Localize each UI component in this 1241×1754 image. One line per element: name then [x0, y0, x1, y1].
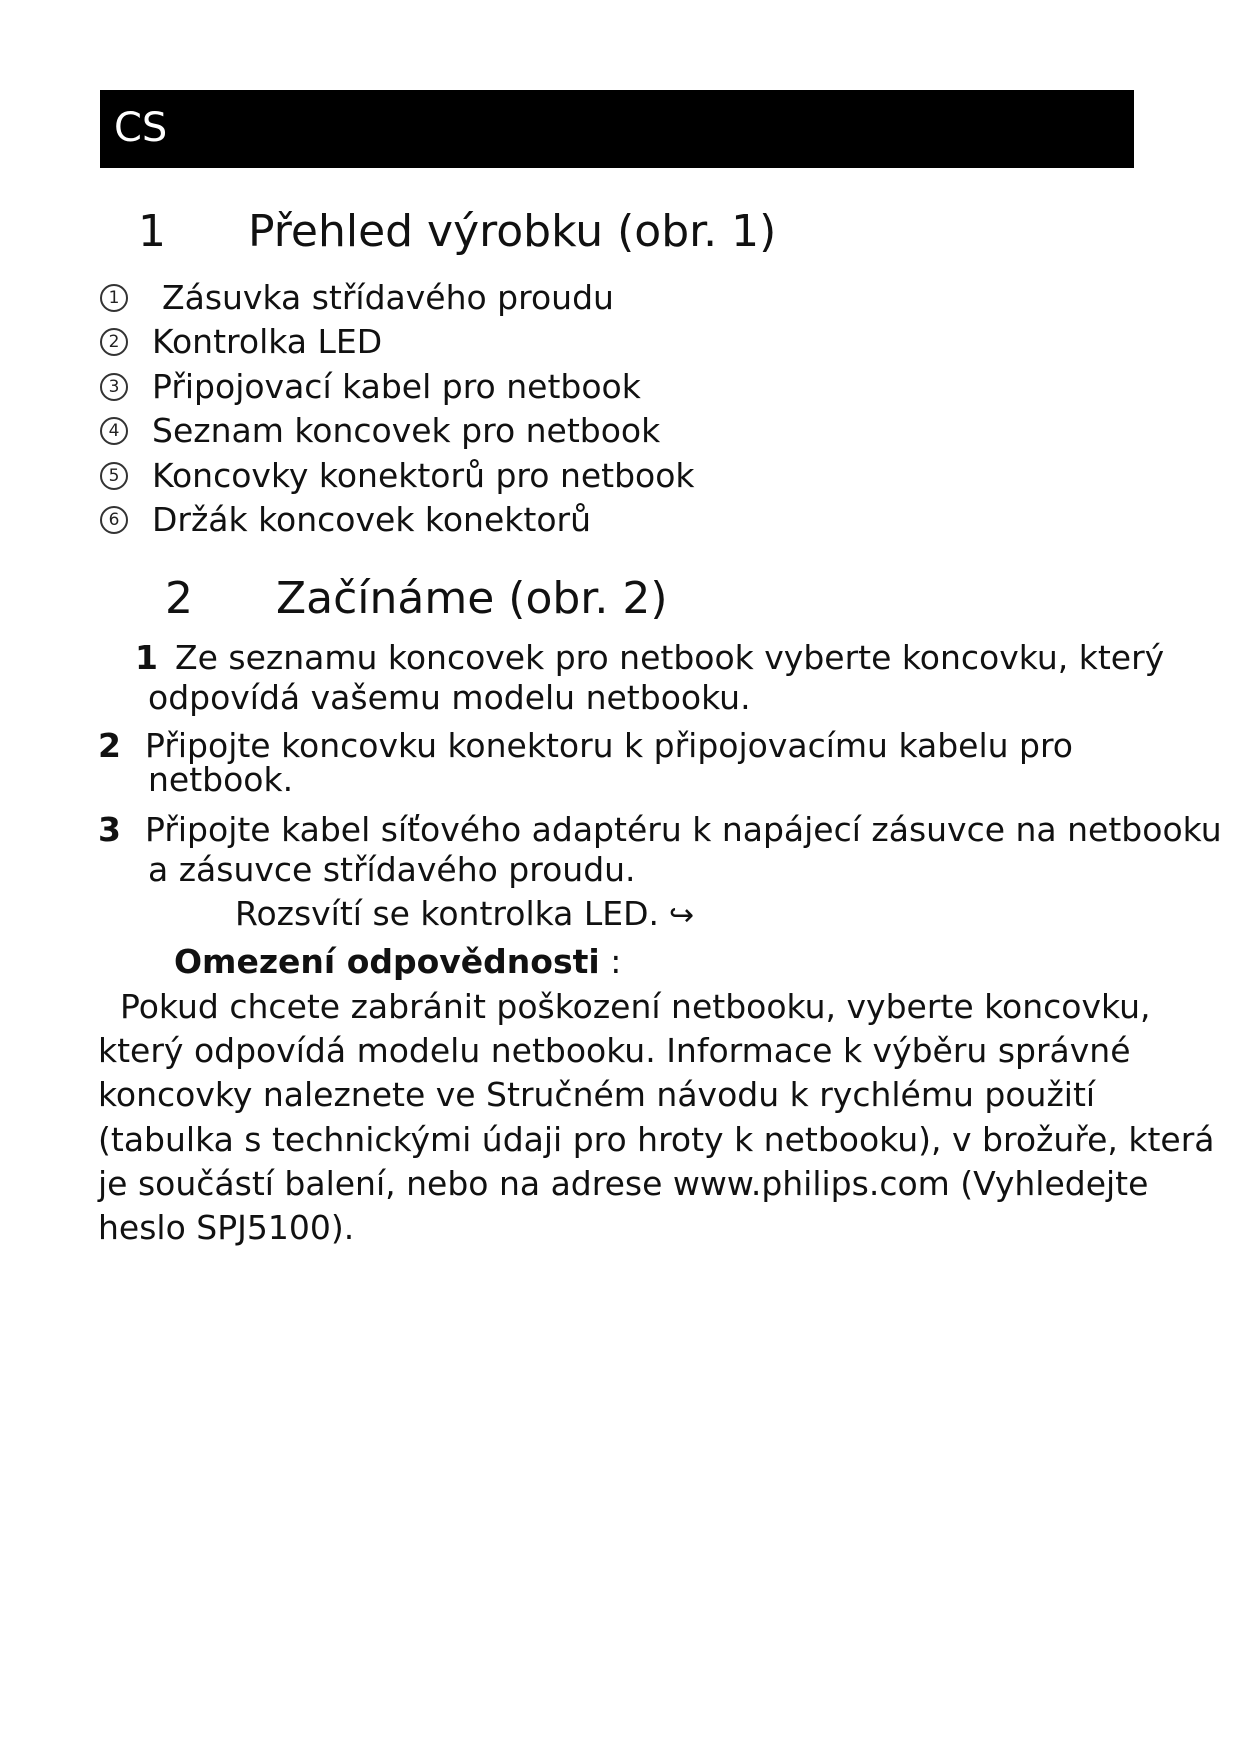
result-text: Rozsvítí se kontrolka LED.	[235, 894, 659, 933]
disclaimer-line-5: je součástí balení, nebo na adrese www.philips.com (Vyhledejte	[98, 1164, 1149, 1203]
disclaimer-title-suffix: :	[599, 942, 622, 981]
step-2-number: 2	[98, 726, 121, 765]
disclaimer-line-4: (tabulka s technickými údaji pro hroty k netbooku), v brožuře, která	[98, 1120, 1215, 1159]
language-header-bar	[100, 90, 1134, 168]
disclaimer-line-6: heslo SPJ5100).	[98, 1208, 355, 1247]
section-1-number: 1	[138, 206, 166, 257]
step-3-line-2: a zásuvce střídavého proudu.	[148, 850, 636, 889]
step-2-line-1: Připojte koncovku konektoru k připojovacímu kabelu pro	[145, 726, 1073, 765]
step-2-line-2: netbook.	[148, 760, 294, 799]
parts-list-item: Zásuvka střídavého proudu	[162, 278, 614, 317]
section-2-title: Začínáme (obr. 2)	[276, 573, 668, 624]
parts-list-item: Držák koncovek konektorů	[152, 500, 591, 539]
circled-number-5-icon: 5	[100, 462, 128, 490]
step-1-line-1: Ze seznamu koncovek pro netbook vyberte koncovku, který	[175, 638, 1165, 677]
circled-number-4-icon: 4	[100, 417, 128, 445]
disclaimer-line-3: koncovky naleznete ve Stručném návodu k rychlému použití	[98, 1075, 1096, 1114]
disclaimer-line-1: Pokud chcete zabránit poškození netbooku, vyberte koncovku,	[120, 987, 1151, 1026]
parts-list-item: Kontrolka LED	[152, 322, 383, 361]
disclaimer-heading	[174, 942, 621, 982]
disclaimer-line-2: který odpovídá modelu netbooku. Informace k výběru správné	[98, 1031, 1131, 1070]
step-3-result	[235, 894, 694, 936]
circled-number-6-icon: 6	[100, 506, 128, 534]
circled-number-3-icon: 3	[100, 373, 128, 401]
circled-number-2-icon: 2	[100, 328, 128, 356]
step-1-number: 1	[135, 638, 158, 677]
disclaimer-title: Omezení odpovědnosti	[174, 942, 600, 981]
parts-list-item: Koncovky konektorů pro netbook	[152, 456, 695, 495]
circled-number-1-icon: 1	[100, 284, 128, 312]
parts-list-item: Seznam koncovek pro netbook	[152, 411, 661, 450]
step-3-line-1: Připojte kabel síťového adaptéru k napájecí zásuvce na netbooku	[145, 810, 1222, 849]
section-2-number: 2	[165, 573, 193, 624]
language-code: CS	[114, 105, 168, 151]
section-1-title: Přehled výrobku (obr. 1)	[248, 206, 777, 257]
step-1-line-2: odpovídá vašemu modelu netbooku.	[148, 678, 751, 717]
step-3-number: 3	[98, 810, 121, 849]
arrow-right-hook-icon: ↪	[669, 898, 695, 933]
parts-list-item: Připojovací kabel pro netbook	[152, 367, 641, 406]
